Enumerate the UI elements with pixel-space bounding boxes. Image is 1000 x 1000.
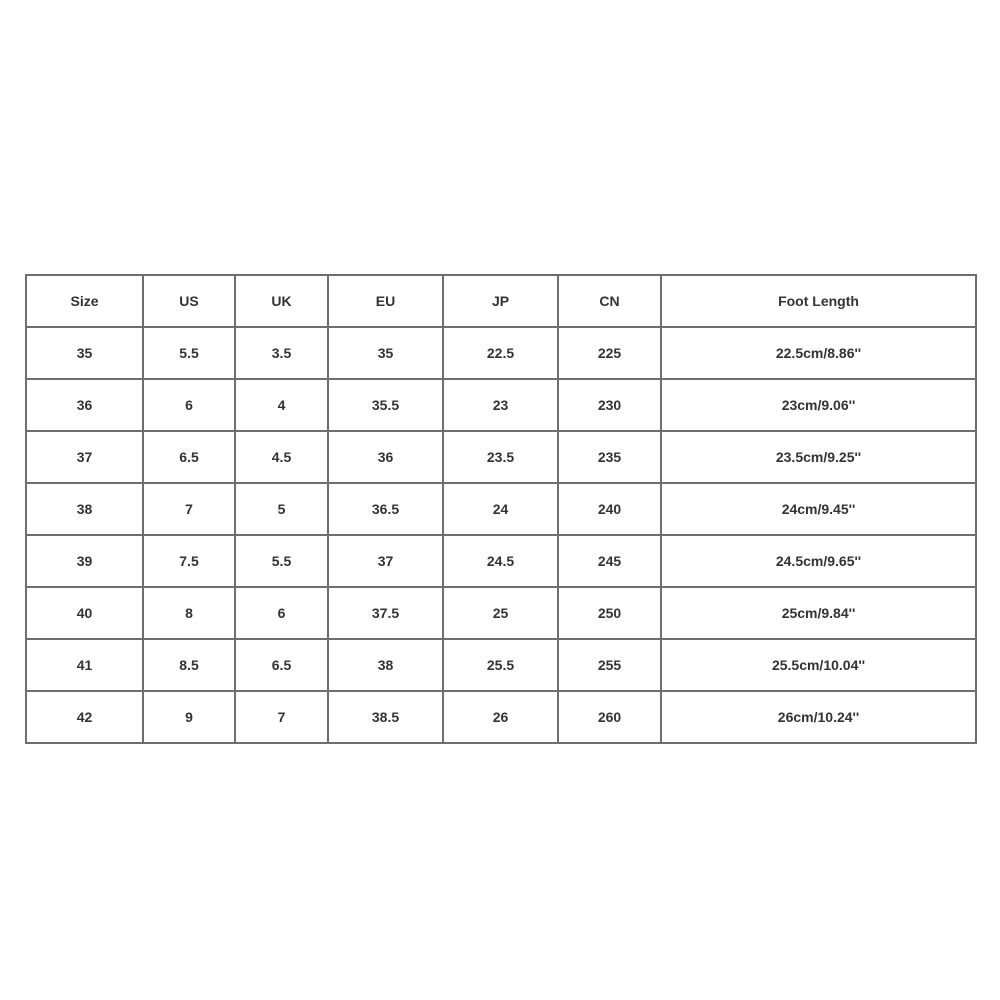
cell-us: 5.5 — [143, 327, 235, 379]
cell-cn: 260 — [558, 691, 661, 743]
cell-foot-length: 25.5cm/10.04'' — [661, 639, 976, 691]
cell-jp: 23 — [443, 379, 558, 431]
header-us: US — [143, 275, 235, 327]
cell-size: 36 — [26, 379, 143, 431]
cell-size: 39 — [26, 535, 143, 587]
cell-cn: 230 — [558, 379, 661, 431]
cell-eu: 38 — [328, 639, 443, 691]
cell-eu: 36.5 — [328, 483, 443, 535]
cell-us: 6 — [143, 379, 235, 431]
cell-jp: 24 — [443, 483, 558, 535]
table-row — [26, 691, 976, 743]
cell-us: 9 — [143, 691, 235, 743]
cell-cn: 240 — [558, 483, 661, 535]
cell-foot-length: 24.5cm/9.65'' — [661, 535, 976, 587]
table-row — [26, 587, 976, 639]
cell-eu: 37 — [328, 535, 443, 587]
header-size: Size — [26, 275, 143, 327]
cell-jp: 24.5 — [443, 535, 558, 587]
cell-uk: 5.5 — [235, 535, 328, 587]
cell-size: 42 — [26, 691, 143, 743]
cell-cn: 255 — [558, 639, 661, 691]
cell-size: 35 — [26, 327, 143, 379]
cell-size: 41 — [26, 639, 143, 691]
cell-cn: 225 — [558, 327, 661, 379]
cell-uk: 5 — [235, 483, 328, 535]
cell-uk: 7 — [235, 691, 328, 743]
cell-eu: 35 — [328, 327, 443, 379]
table-row — [26, 639, 976, 691]
cell-foot-length: 24cm/9.45'' — [661, 483, 976, 535]
cell-us: 6.5 — [143, 431, 235, 483]
cell-uk: 4 — [235, 379, 328, 431]
size-chart-table — [25, 274, 977, 744]
size-chart-header — [26, 275, 976, 327]
table-row — [26, 483, 976, 535]
size-chart-body — [26, 327, 976, 743]
cell-eu: 35.5 — [328, 379, 443, 431]
cell-eu: 36 — [328, 431, 443, 483]
cell-size: 38 — [26, 483, 143, 535]
cell-foot-length: 26cm/10.24'' — [661, 691, 976, 743]
cell-uk: 3.5 — [235, 327, 328, 379]
cell-jp: 26 — [443, 691, 558, 743]
header-row — [26, 275, 976, 327]
table-row — [26, 327, 976, 379]
table-row — [26, 431, 976, 483]
cell-jp: 25 — [443, 587, 558, 639]
cell-uk: 6.5 — [235, 639, 328, 691]
cell-us: 7.5 — [143, 535, 235, 587]
table-row — [26, 535, 976, 587]
header-cn: CN — [558, 275, 661, 327]
cell-foot-length: 23.5cm/9.25'' — [661, 431, 976, 483]
cell-us: 8 — [143, 587, 235, 639]
header-eu: EU — [328, 275, 443, 327]
cell-foot-length: 23cm/9.06'' — [661, 379, 976, 431]
cell-eu: 37.5 — [328, 587, 443, 639]
header-jp: JP — [443, 275, 558, 327]
cell-jp: 22.5 — [443, 327, 558, 379]
cell-us: 8.5 — [143, 639, 235, 691]
cell-uk: 4.5 — [235, 431, 328, 483]
cell-cn: 245 — [558, 535, 661, 587]
cell-cn: 250 — [558, 587, 661, 639]
cell-foot-length: 25cm/9.84'' — [661, 587, 976, 639]
cell-jp: 23.5 — [443, 431, 558, 483]
cell-uk: 6 — [235, 587, 328, 639]
cell-jp: 25.5 — [443, 639, 558, 691]
cell-size: 37 — [26, 431, 143, 483]
header-uk: UK — [235, 275, 328, 327]
cell-us: 7 — [143, 483, 235, 535]
header-foot-length: Foot Length — [661, 275, 976, 327]
cell-foot-length: 22.5cm/8.86'' — [661, 327, 976, 379]
cell-size: 40 — [26, 587, 143, 639]
cell-cn: 235 — [558, 431, 661, 483]
cell-eu: 38.5 — [328, 691, 443, 743]
table-row — [26, 379, 976, 431]
